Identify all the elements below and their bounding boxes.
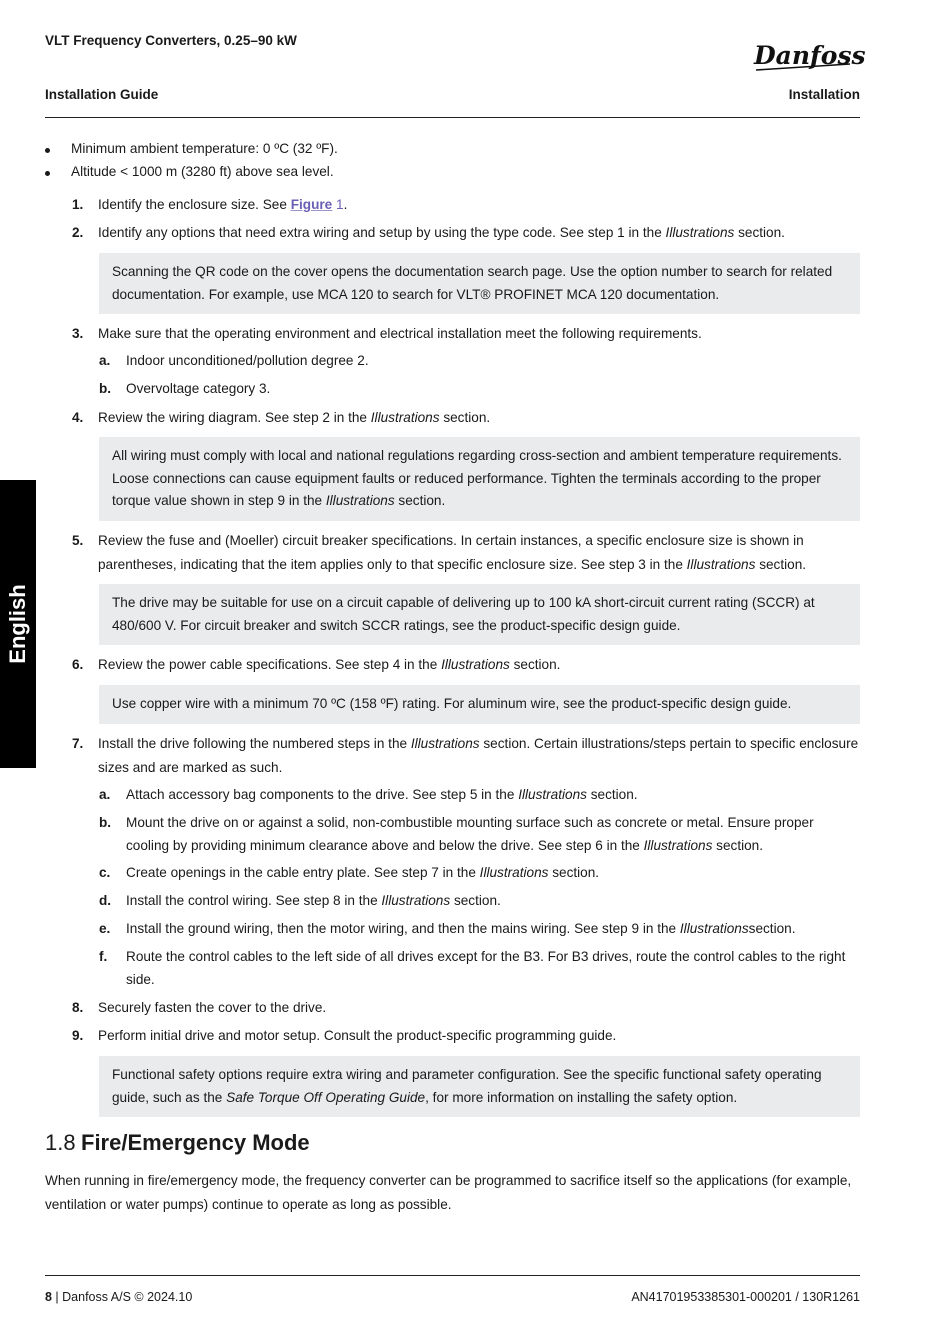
step-3: 3. Make sure that the operating environment and electrical installation meet the following requirements. [72, 326, 702, 341]
substep-3a: a. Indoor unconditioned/pollution degree 2. [99, 353, 369, 368]
logo-text: Danfoss [754, 41, 866, 70]
substep-7c: c. Create openings in the cable entry plate. See step 7 in the Illustrations section. [99, 865, 600, 880]
section-number: 1.8 [45, 1130, 76, 1155]
document-subtitle: Installation Guide [45, 87, 159, 102]
bullet-dot [45, 171, 50, 176]
note-box: Scanning the QR code on the cover opens the documentation search page. Use the option number to search for related documentation. For example, use MCA 120 to search for VLT® PROFINET MCA 120 documentation. [99, 253, 860, 314]
section-name: Installation [788, 87, 860, 102]
danfoss-logo [752, 36, 866, 76]
footer-left: 8 | Danfoss A/S © 2024.10 [45, 1290, 193, 1304]
note-box: All wiring must comply with local and national regulations regarding cross-section and ambient temperature requirements. Loose connections can cause equipment faults or reduced performance. Tighten the terminals according to the proper torque value shown in step 9 in the Illustrations section. [99, 437, 860, 521]
note-box: Functional safety options require extra wiring and parameter configuration. See the specific functional safety operating guide, such as the Safe Torque Off Operating Guide, for more information on installing the safety option. [99, 1056, 860, 1117]
step-5: 5. Review the fuse and (Moeller) circuit breaker specifications. In certain instances, a specific enclosure size is shown in parentheses, indicating that the item applies only to that specific enclosure size. See step 3 in the Illustrations section. [72, 533, 807, 572]
figure-link-number[interactable]: 1 [332, 197, 344, 212]
section-paragraph: When running in fire/emergency mode, the frequency converter can be programmed to sacrifice itself so the applications (for example, ventilation or water pumps) continue to operate as long as possible. [45, 1173, 852, 1212]
footer-rule [45, 1275, 860, 1276]
substep-7b: b. Mount the drive on or against a solid, non-combustible mounting surface such as concrete or metal. Ensure proper cooling by providing minimum clearance above and below the drive. See step 6 in the Illustrations section. [99, 815, 814, 853]
footer-doc-id: AN41701953385301-000201 / 130R1261 [631, 1290, 860, 1304]
header-rule [45, 117, 860, 118]
footer-company: Danfoss A/S © 2024.10 [62, 1290, 193, 1304]
step-2: 2. Identify any options that need extra wiring and setup by using the type code. See step 1 in the Illustrations section. [72, 225, 785, 240]
step-8: 8. Securely fasten the cover to the drive. [72, 1000, 327, 1015]
language-tab [0, 480, 36, 768]
substep-3b: b. Overvoltage category 3. [99, 381, 271, 396]
substep-7f: f. Route the control cables to the left side of all drives except for the B3. For B3 drives, route the control cables to the right side. [99, 949, 846, 987]
note-box: Use copper wire with a minimum 70 ºC (158 ºF) rating. For aluminum wire, see the product-specific design guide. [99, 685, 860, 724]
substep-7e: e. Install the ground wiring, then the motor wiring, and then the mains wiring. See step 9 in the Illustrationssection. [99, 921, 796, 936]
substep-7a: a. Attach accessory bag components to the drive. See step 5 in the Illustrations section. [99, 787, 638, 802]
document-title: VLT Frequency Converters, 0.25–90 kW [45, 33, 297, 48]
note-box: The drive may be suitable for use on a circuit capable of delivering up to 100 kA short-circuit current rating (SCCR) at 480/600 V. For circuit breaker and switch SCCR ratings, see the product-specific design guide. [99, 584, 860, 645]
language-tab-label: English [5, 584, 30, 664]
step-4: 4. Review the wiring diagram. See step 2 in the Illustrations section. [72, 410, 491, 425]
page-number: 8 [45, 1290, 52, 1304]
section-title: Fire/Emergency Mode [81, 1130, 310, 1155]
substep-7d: d. Install the control wiring. See step 8 in the Illustrations section. [99, 893, 501, 908]
step-7: 7. Install the drive following the numbered steps in the Illustrations section. Certain illustrations/steps pertain to specific enclosure sizes and are marked as such. [72, 736, 859, 775]
step-6: 6. Review the power cable specifications. See step 4 in the Illustrations section. [72, 657, 561, 672]
bullet-dot [45, 148, 50, 153]
step-1: 1. Identify the enclosure size. See Figure 1. [72, 197, 348, 212]
step-9: 9. Perform initial drive and motor setup. Consult the product-specific programming guide. [72, 1028, 617, 1043]
figure-link[interactable]: Figure [290, 197, 333, 212]
